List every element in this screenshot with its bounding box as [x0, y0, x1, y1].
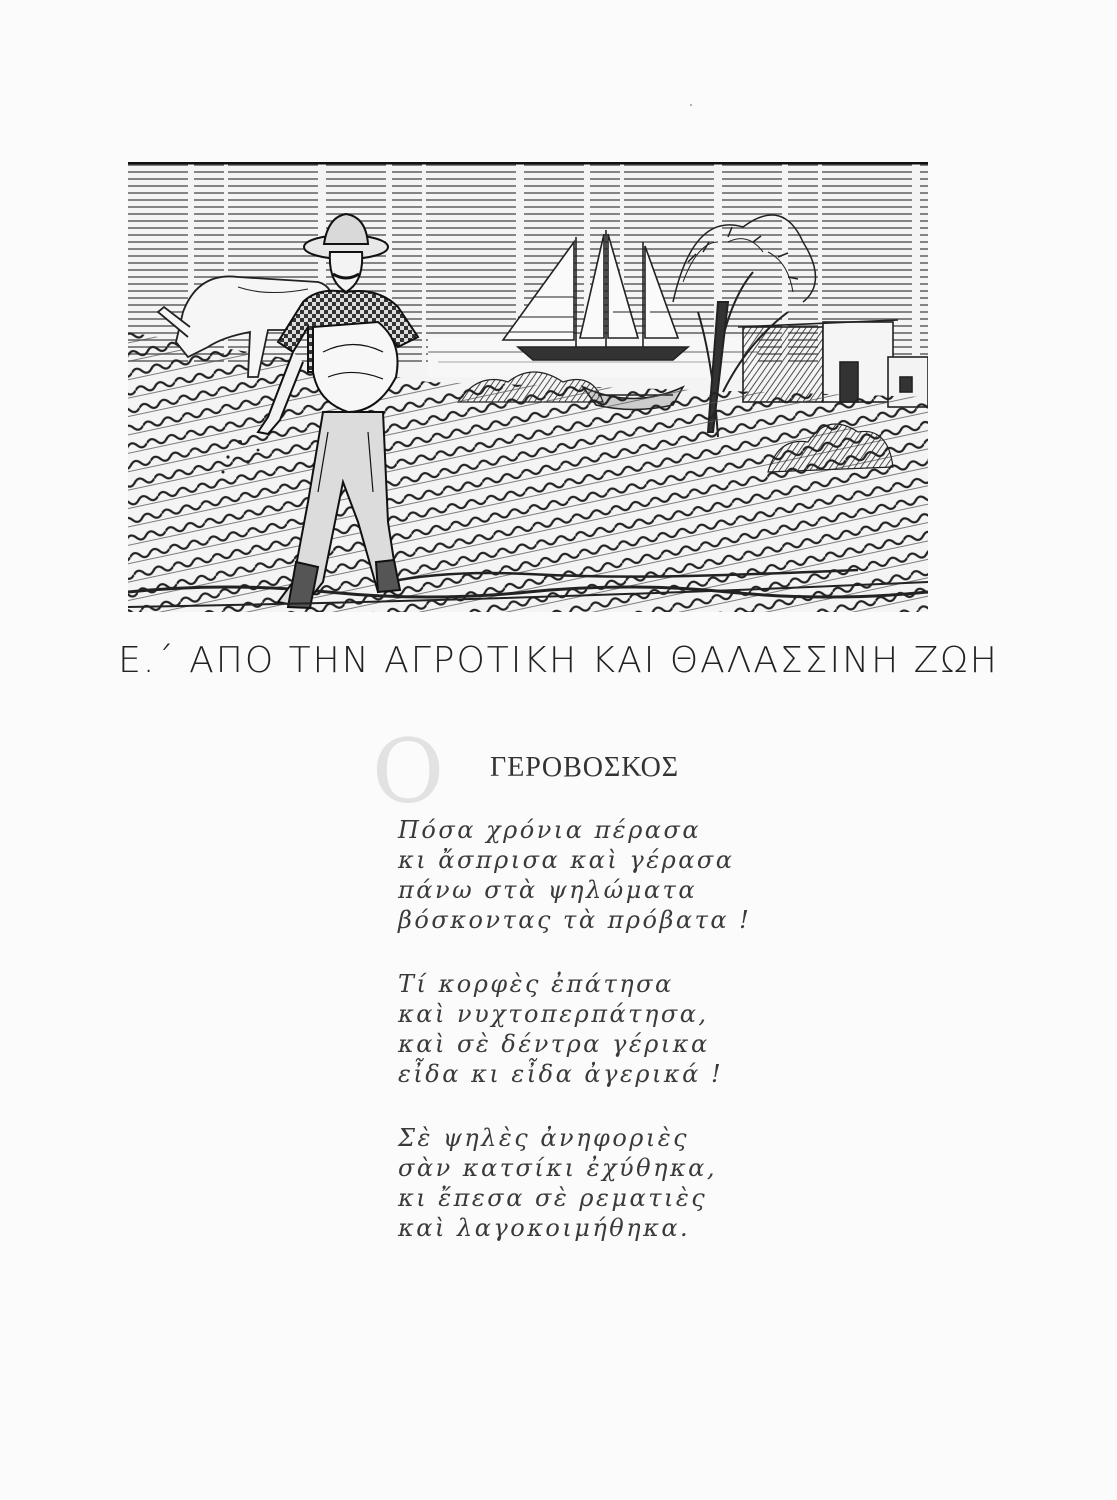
verse-line: πάνω στὰ ψηλώματα	[398, 876, 698, 904]
woodcut-sower-scene	[128, 162, 928, 612]
drop-capital-initial: Ο	[372, 720, 445, 823]
section-heading: Ε.΄ ΑΠΟ ΤΗΝ ΑΓΡΟΤΙΚΗ ΚΑΙ ΘΑΛΑΣΣΙΝΗ ΖΩΗ	[118, 640, 999, 681]
verse-line: καὶ λαγοκοιμήθηκα.	[398, 1214, 691, 1242]
poem-body	[398, 815, 758, 1277]
verse-line: καὶ νυχτοπερπάτησα,	[398, 1000, 709, 1028]
verse-line: βόσκοντας τὰ πρόβατα !	[398, 906, 752, 934]
verse-line: εἶδα κι εἶδα ἀγερικά !	[398, 1060, 724, 1088]
verse-line: κι ἔπεσα σὲ ρεματιὲς	[398, 1184, 708, 1212]
verse-line: Τί κορφὲς ἐπάτησα	[398, 970, 674, 998]
verse-line: κι ἄσπρισα καὶ γέρασα	[398, 846, 735, 874]
verse-line: καὶ σὲ δέντρα γέρικα	[398, 1030, 710, 1058]
woodcut-illustration	[128, 162, 928, 612]
verse-line: σὰν κατσίκι ἐχύθηκα,	[398, 1154, 718, 1182]
poem-title: ΓΕΡΟΒΟΣΚΟΣ	[490, 752, 680, 783]
verse-line: Σὲ ψηλὲς ἀνηφοριὲς	[398, 1124, 690, 1152]
stanza-2	[398, 969, 758, 1089]
verse-line: Πόσα χρόνια πέρασα	[398, 816, 702, 844]
page-speck	[690, 104, 692, 106]
stanza-3	[398, 1123, 758, 1243]
stanza-1	[398, 815, 758, 935]
